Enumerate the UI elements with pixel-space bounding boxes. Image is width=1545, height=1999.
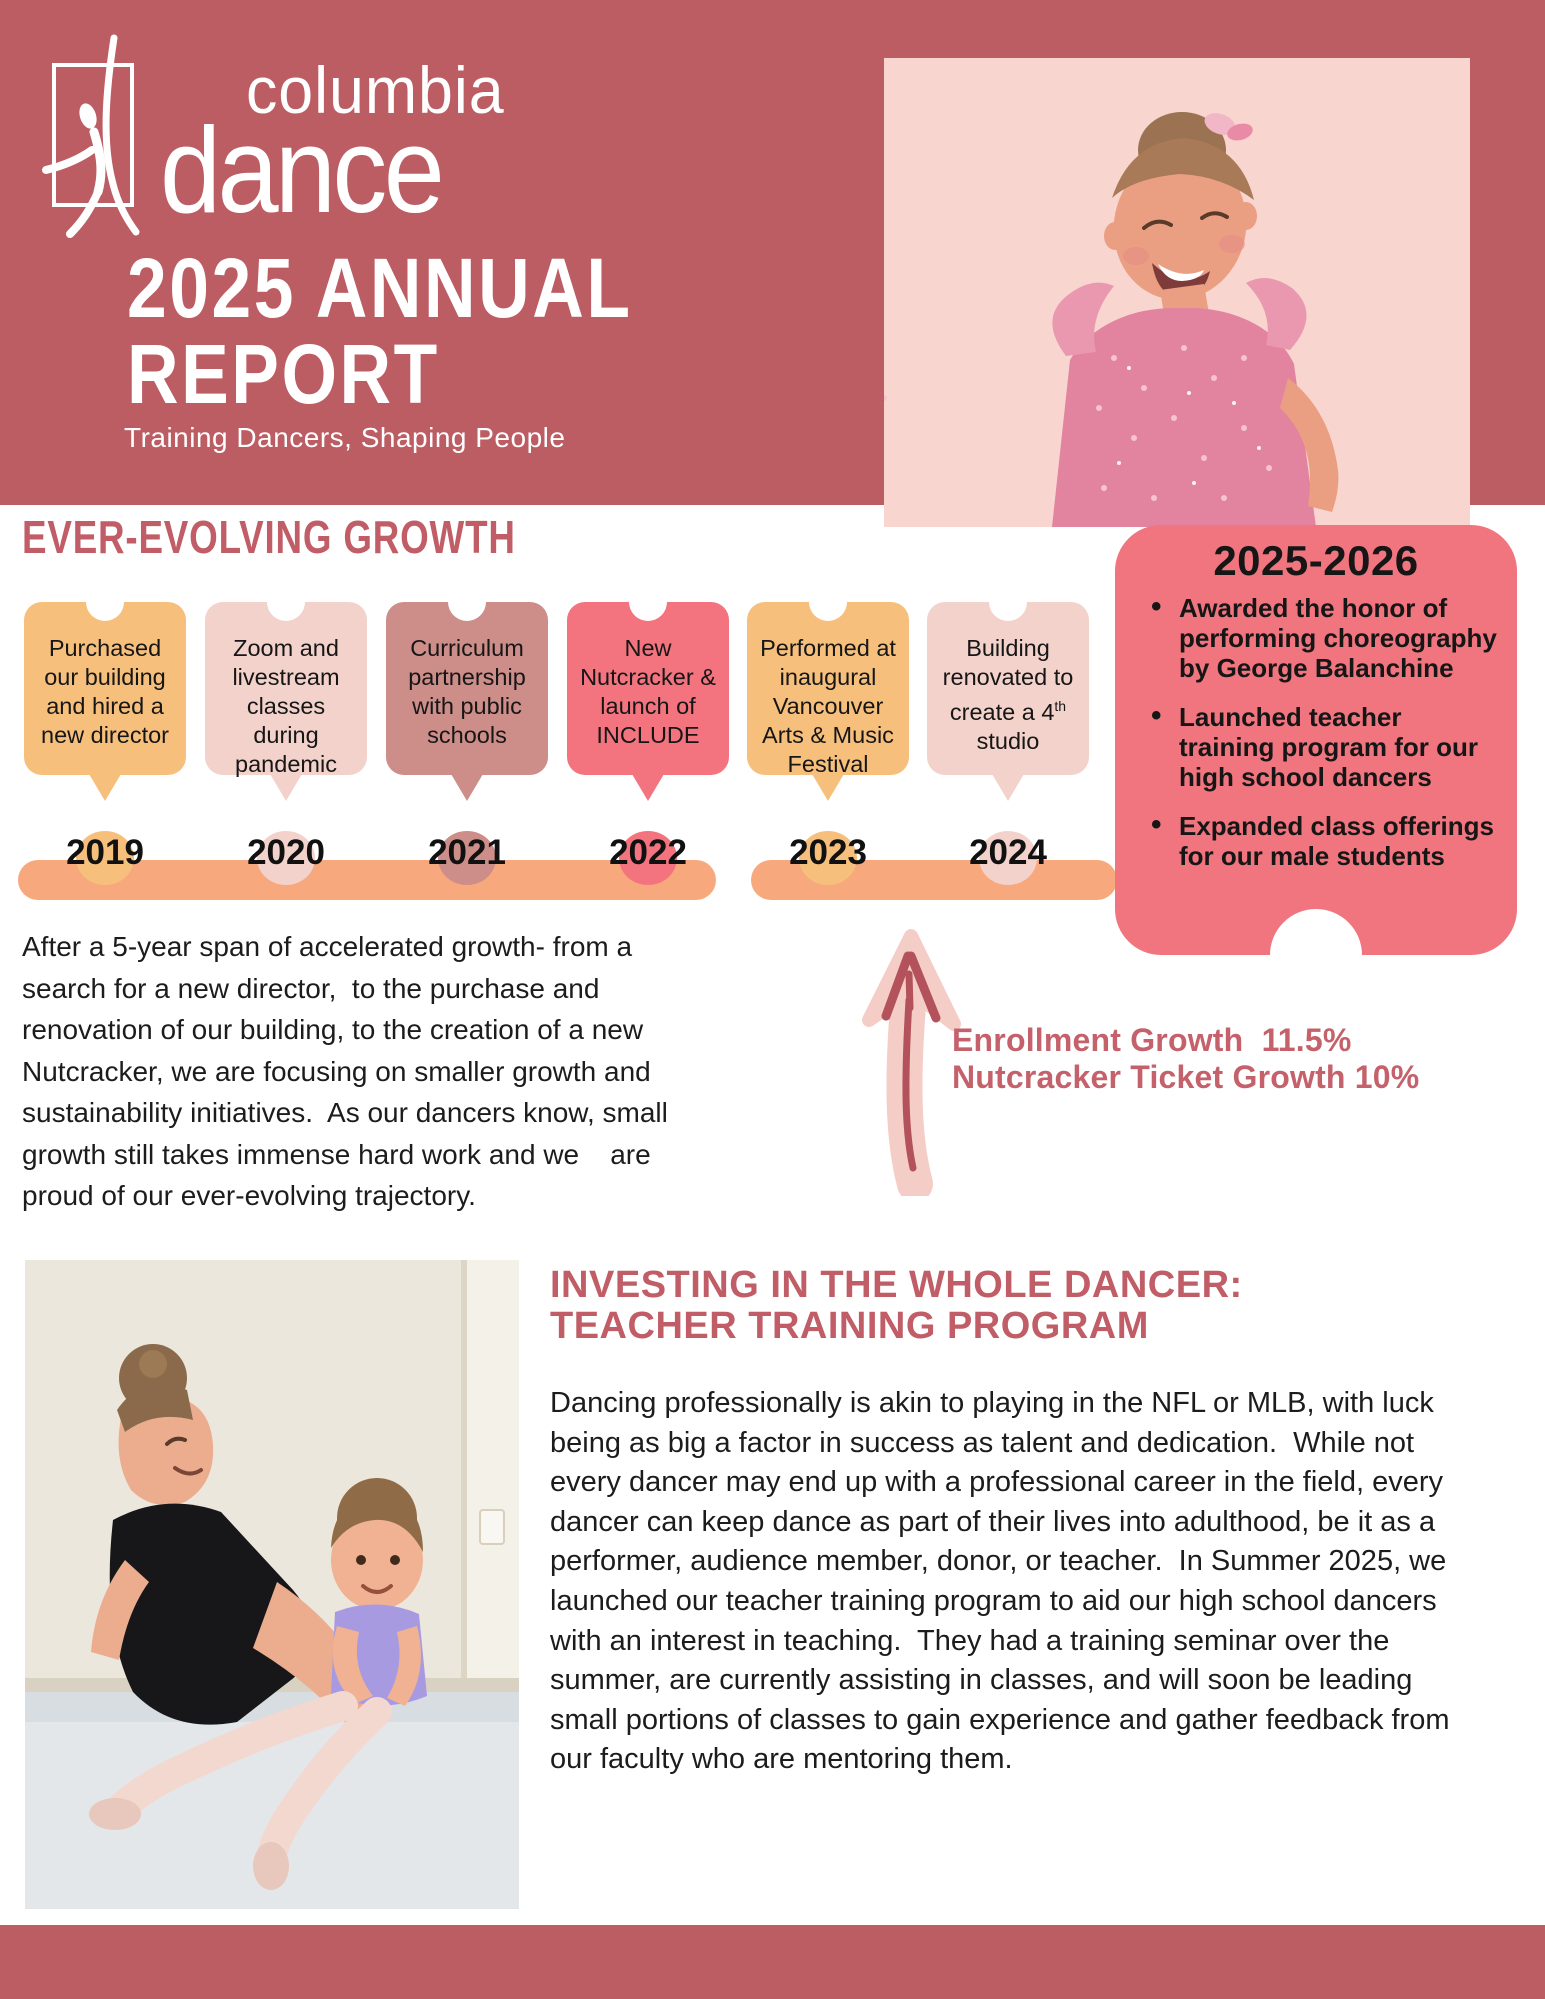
timeline-year-2023: 2023 bbox=[789, 833, 867, 872]
growth-stats bbox=[952, 1022, 1419, 1096]
plans-bullet-list bbox=[1115, 593, 1503, 871]
studio-photo bbox=[25, 1260, 519, 1909]
timeline-ticket-2020: Zoom and livestream classes during pandemic bbox=[205, 602, 367, 775]
timeline-ticket-2021: Curriculum partnership with public schools bbox=[386, 602, 548, 775]
dancer-photo-illustration bbox=[884, 58, 1470, 527]
studio-photo-illustration bbox=[25, 1260, 519, 1909]
report-tagline: Training Dancers, Shaping People bbox=[124, 422, 566, 453]
timeline-year-2019: 2019 bbox=[66, 833, 144, 872]
plans-bullet-1: • Awarded the honor of performing choreography by George Balanchine bbox=[1179, 593, 1503, 683]
plans-box bbox=[1115, 525, 1517, 955]
report-title-line1: 2025 ANNUAL bbox=[127, 241, 633, 335]
timeline-ticket-2019: Purchased our building and hired a new director bbox=[24, 602, 186, 775]
teacher-paragraph: Dancing professionally is akin to playing in the NFL or MLB, with luck being as big a factor in success as talent and dedication. While not every dancer may end up with a professional career in the field, every dancer can keep dance as part of their lives into adulthood, be it as a performer, audience member, donor, or teacher. In Summer 2025, we launched our teacher training program to aid our high school dancers with an interest in teaching. They had a training seminar over the summer, are currently assisting in classes, and will soon be leading small portions of classes to gain experience and gather feedback from our faculty who are mentoring them. bbox=[550, 1387, 1458, 1776]
footer-band bbox=[0, 1925, 1545, 1999]
plans-box-title: 2025-2026 bbox=[1213, 537, 1419, 584]
plans-bullet-3: • Expanded class offerings for our male students bbox=[1179, 811, 1503, 871]
growth-section-heading: EVER-EVOLVING GROWTH bbox=[22, 511, 516, 563]
timeline-year-2022: 2022 bbox=[609, 833, 687, 872]
brand-word-columbia: columbia bbox=[246, 53, 505, 127]
teacher-heading-line1: INVESTING IN THE WHOLE DANCER: bbox=[550, 1264, 1243, 1306]
growth-paragraph: After a 5-year span of accelerated growth- from a search for a new director, to the purchase and renovation of our building, to the creation of a new Nutcracker, we are focusing on smaller growth and sustainability initiatives. As our dancers know, small growth still takes immense hard work and we are proud of our ever-evolving trajectory. bbox=[22, 931, 676, 1211]
timeline-ticket-2023: Performed at inaugural Vancouver Arts & Music Festival bbox=[747, 602, 909, 775]
report-title-line2: REPORT bbox=[127, 327, 440, 421]
timeline-year-2024: 2024 bbox=[969, 833, 1047, 872]
timeline-ticket-2024: Building renovated to create a 4th studio bbox=[927, 602, 1089, 775]
timeline-year-2020: 2020 bbox=[247, 833, 325, 872]
timeline-ticket-2022: New Nutcracker & launch of INCLUDE bbox=[567, 602, 729, 775]
brand-word-dance: dance bbox=[160, 102, 442, 238]
timeline-year-2021: 2021 bbox=[428, 833, 506, 872]
stats-nutcracker: Nutcracker Ticket Growth 10% bbox=[952, 1059, 1420, 1095]
plans-bullet-2: • Launched teacher training program for our high school dancers bbox=[1179, 702, 1503, 792]
dancer-photo bbox=[884, 58, 1470, 527]
header-band bbox=[0, 0, 1545, 505]
teacher-heading-line2: TEACHER TRAINING PROGRAM bbox=[550, 1305, 1149, 1347]
stats-enrollment: Enrollment Growth 11.5% bbox=[952, 1022, 1352, 1058]
